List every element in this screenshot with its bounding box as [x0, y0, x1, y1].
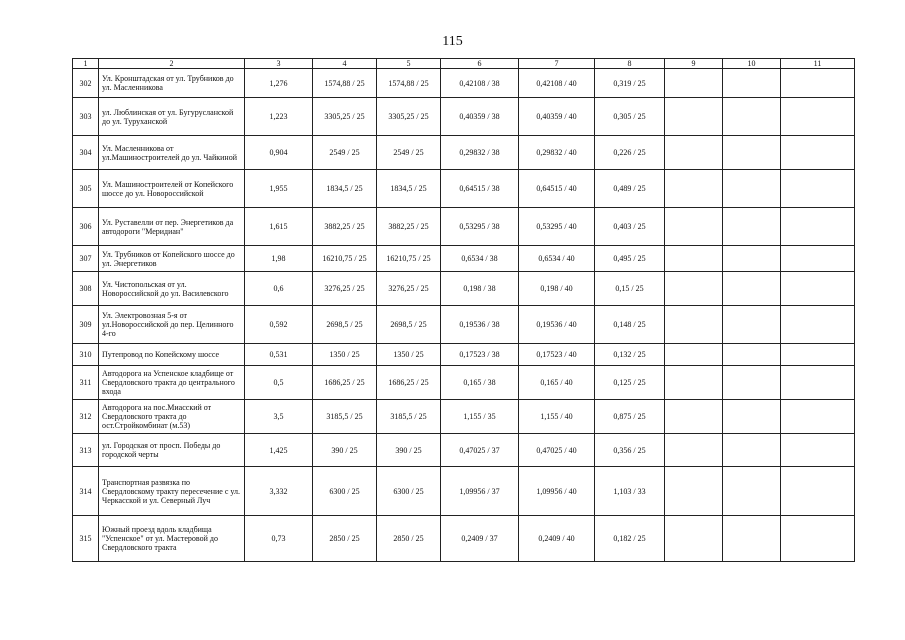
column-header: 6 [441, 59, 519, 69]
value-cell: 0,19536 / 38 [441, 306, 519, 344]
row-number-cell: 310 [73, 344, 99, 366]
value-cell: 390 / 25 [377, 434, 441, 467]
value-cell: 1834,5 / 25 [377, 170, 441, 208]
value-cell: 0,2409 / 37 [441, 516, 519, 562]
value-cell: 0,29832 / 38 [441, 136, 519, 170]
value-cell: 390 / 25 [313, 434, 377, 467]
value-cell [723, 246, 781, 272]
row-number-cell: 313 [73, 434, 99, 467]
value-cell: 1,09956 / 37 [441, 467, 519, 516]
column-header: 7 [519, 59, 595, 69]
value-cell [781, 306, 855, 344]
value-cell: 0,489 / 25 [595, 170, 665, 208]
table-row [73, 467, 855, 516]
value-cell [723, 434, 781, 467]
value-cell: 0,15 / 25 [595, 272, 665, 306]
table-row [73, 516, 855, 562]
value-cell [781, 208, 855, 246]
value-cell [665, 434, 723, 467]
value-cell [665, 306, 723, 344]
value-cell: 1,155 / 35 [441, 400, 519, 434]
value-cell: 0,40359 / 40 [519, 98, 595, 136]
column-header: 10 [723, 59, 781, 69]
header-row [73, 59, 855, 69]
table-row [73, 272, 855, 306]
value-cell: 0,53295 / 40 [519, 208, 595, 246]
value-cell: 2850 / 25 [313, 516, 377, 562]
value-cell: 2698,5 / 25 [377, 306, 441, 344]
value-cell: 3305,25 / 25 [377, 98, 441, 136]
road-name-cell: Южный проезд вдоль кладбища "Успенское" от ул. Мастеровой до Свердловского тракта [99, 516, 245, 562]
row-number-cell: 304 [73, 136, 99, 170]
value-cell [665, 467, 723, 516]
value-cell: 1,155 / 40 [519, 400, 595, 434]
column-header: 9 [665, 59, 723, 69]
value-cell [781, 69, 855, 98]
value-cell: 0,6534 / 40 [519, 246, 595, 272]
road-name-cell: Ул. Руставелли от пер. Энергетиков да автодороги "Меридиан" [99, 208, 245, 246]
road-name-cell: ул. Городская от просп. Победы до городской черты [99, 434, 245, 467]
value-cell [723, 136, 781, 170]
value-cell [723, 344, 781, 366]
row-number-cell: 311 [73, 366, 99, 400]
table-row [73, 306, 855, 344]
value-cell: 0,132 / 25 [595, 344, 665, 366]
road-name-cell: Ул. Кронштадская от ул. Трубников до ул. Масленникова [99, 69, 245, 98]
value-cell: 1834,5 / 25 [313, 170, 377, 208]
value-cell: 0,42108 / 40 [519, 69, 595, 98]
value-cell [723, 208, 781, 246]
value-cell: 0,17523 / 38 [441, 344, 519, 366]
value-cell: 2850 / 25 [377, 516, 441, 562]
value-cell [665, 246, 723, 272]
value-cell: 0,495 / 25 [595, 246, 665, 272]
value-cell [781, 344, 855, 366]
column-header: 2 [99, 59, 245, 69]
table-row [73, 400, 855, 434]
value-cell [665, 170, 723, 208]
value-cell [665, 400, 723, 434]
value-cell: 0,40359 / 38 [441, 98, 519, 136]
value-cell: 3,332 [245, 467, 313, 516]
value-cell: 3,5 [245, 400, 313, 434]
value-cell: 0,6 [245, 272, 313, 306]
value-cell: 0,592 [245, 306, 313, 344]
value-cell: 0,17523 / 40 [519, 344, 595, 366]
value-cell [665, 272, 723, 306]
column-header: 5 [377, 59, 441, 69]
road-name-cell: Автодорога на пос.Миасский от Свердловского тракта до ост.Стройкомбинат (м.53) [99, 400, 245, 434]
road-name-cell: Транспортная развязка по Свердловскому тракту пересечение с ул. Черкасской и ул. Северный Луч [99, 467, 245, 516]
value-cell [781, 136, 855, 170]
value-cell: 6300 / 25 [377, 467, 441, 516]
value-cell: 0,6534 / 38 [441, 246, 519, 272]
table-row [73, 136, 855, 170]
road-name-cell: Ул. Машиностроителей от Копейского шоссе до ул. Новороссийской [99, 170, 245, 208]
value-cell: 0,165 / 38 [441, 366, 519, 400]
value-cell [665, 366, 723, 400]
value-cell: 1574,88 / 25 [313, 69, 377, 98]
value-cell [665, 344, 723, 366]
table-body [73, 69, 855, 562]
value-cell [665, 136, 723, 170]
value-cell [723, 170, 781, 208]
value-cell: 0,19536 / 40 [519, 306, 595, 344]
row-number-cell: 312 [73, 400, 99, 434]
value-cell: 3185,5 / 25 [377, 400, 441, 434]
value-cell: 1574,88 / 25 [377, 69, 441, 98]
value-cell: 1350 / 25 [377, 344, 441, 366]
value-cell: 1,223 [245, 98, 313, 136]
value-cell: 0,64515 / 38 [441, 170, 519, 208]
value-cell [665, 516, 723, 562]
table-row [73, 69, 855, 98]
value-cell: 1,98 [245, 246, 313, 272]
value-cell: 0,875 / 25 [595, 400, 665, 434]
value-cell: 0,165 / 40 [519, 366, 595, 400]
value-cell: 2698,5 / 25 [313, 306, 377, 344]
value-cell [723, 516, 781, 562]
value-cell [781, 272, 855, 306]
value-cell [723, 272, 781, 306]
road-name-cell: Ул. Чистопольская от ул. Новороссийской до ул. Василевского [99, 272, 245, 306]
column-header: 1 [73, 59, 99, 69]
value-cell: 0,53295 / 38 [441, 208, 519, 246]
value-cell: 16210,75 / 25 [313, 246, 377, 272]
value-cell: 0,904 [245, 136, 313, 170]
value-cell [781, 434, 855, 467]
data-table [72, 58, 855, 562]
value-cell: 16210,75 / 25 [377, 246, 441, 272]
value-cell [723, 400, 781, 434]
value-cell [723, 366, 781, 400]
value-cell: 6300 / 25 [313, 467, 377, 516]
value-cell: 0,403 / 25 [595, 208, 665, 246]
value-cell: 1,09956 / 40 [519, 467, 595, 516]
column-header: 8 [595, 59, 665, 69]
row-number-cell: 303 [73, 98, 99, 136]
value-cell [665, 69, 723, 98]
value-cell [781, 516, 855, 562]
value-cell [781, 246, 855, 272]
road-name-cell: ул. Люблинская от ул. Бугурусланской до ул. Туруханской [99, 98, 245, 136]
value-cell: 0,29832 / 40 [519, 136, 595, 170]
value-cell: 0,64515 / 40 [519, 170, 595, 208]
table-row [73, 208, 855, 246]
value-cell: 0,42108 / 38 [441, 69, 519, 98]
value-cell: 0,47025 / 40 [519, 434, 595, 467]
value-cell: 1,103 / 33 [595, 467, 665, 516]
value-cell: 3305,25 / 25 [313, 98, 377, 136]
value-cell [781, 467, 855, 516]
value-cell: 3276,25 / 25 [377, 272, 441, 306]
road-name-cell: Путепровод по Копейскому шоссе [99, 344, 245, 366]
row-number-cell: 305 [73, 170, 99, 208]
value-cell: 0,356 / 25 [595, 434, 665, 467]
table-row [73, 434, 855, 467]
value-cell [781, 170, 855, 208]
value-cell [723, 306, 781, 344]
value-cell [723, 467, 781, 516]
row-number-cell: 306 [73, 208, 99, 246]
column-header: 3 [245, 59, 313, 69]
table-row [73, 344, 855, 366]
value-cell [781, 366, 855, 400]
value-cell [723, 69, 781, 98]
value-cell: 3185,5 / 25 [313, 400, 377, 434]
value-cell: 0,198 / 38 [441, 272, 519, 306]
value-cell: 1,425 [245, 434, 313, 467]
value-cell [723, 98, 781, 136]
table-row [73, 98, 855, 136]
value-cell: 0,47025 / 37 [441, 434, 519, 467]
row-number-cell: 315 [73, 516, 99, 562]
column-header: 4 [313, 59, 377, 69]
value-cell: 0,305 / 25 [595, 98, 665, 136]
row-number-cell: 314 [73, 467, 99, 516]
value-cell: 0,319 / 25 [595, 69, 665, 98]
table-row [73, 170, 855, 208]
value-cell [665, 208, 723, 246]
value-cell: 2549 / 25 [377, 136, 441, 170]
value-cell: 0,73 [245, 516, 313, 562]
road-name-cell: Ул. Трубников от Копейского шоссе до ул. Энергетиков [99, 246, 245, 272]
row-number-cell: 307 [73, 246, 99, 272]
value-cell [781, 98, 855, 136]
value-cell: 0,125 / 25 [595, 366, 665, 400]
table-row [73, 246, 855, 272]
value-cell: 1,615 [245, 208, 313, 246]
value-cell: 0,5 [245, 366, 313, 400]
value-cell: 3276,25 / 25 [313, 272, 377, 306]
row-number-cell: 302 [73, 69, 99, 98]
row-number-cell: 309 [73, 306, 99, 344]
value-cell: 0,226 / 25 [595, 136, 665, 170]
table-row [73, 366, 855, 400]
value-cell: 1,955 [245, 170, 313, 208]
value-cell: 3882,25 / 25 [377, 208, 441, 246]
value-cell: 0,148 / 25 [595, 306, 665, 344]
road-name-cell: Автодорога на Успенское кладбище от Свердловского тракта до центрального входа [99, 366, 245, 400]
column-header: 11 [781, 59, 855, 69]
page-number: 115 [442, 34, 463, 49]
value-cell [665, 98, 723, 136]
value-cell: 0,531 [245, 344, 313, 366]
value-cell: 0,198 / 40 [519, 272, 595, 306]
value-cell: 1,276 [245, 69, 313, 98]
value-cell: 1686,25 / 25 [313, 366, 377, 400]
value-cell: 0,2409 / 40 [519, 516, 595, 562]
value-cell: 1350 / 25 [313, 344, 377, 366]
road-name-cell: Ул. Электровозная 5-я от ул.Новороссийской до пер. Целинного 4-го [99, 306, 245, 344]
value-cell [781, 400, 855, 434]
value-cell: 1686,25 / 25 [377, 366, 441, 400]
value-cell: 2549 / 25 [313, 136, 377, 170]
value-cell: 3882,25 / 25 [313, 208, 377, 246]
value-cell: 0,182 / 25 [595, 516, 665, 562]
road-name-cell: Ул. Масленникова от ул.Машиностроителей до ул. Чайкиной [99, 136, 245, 170]
row-number-cell: 308 [73, 272, 99, 306]
